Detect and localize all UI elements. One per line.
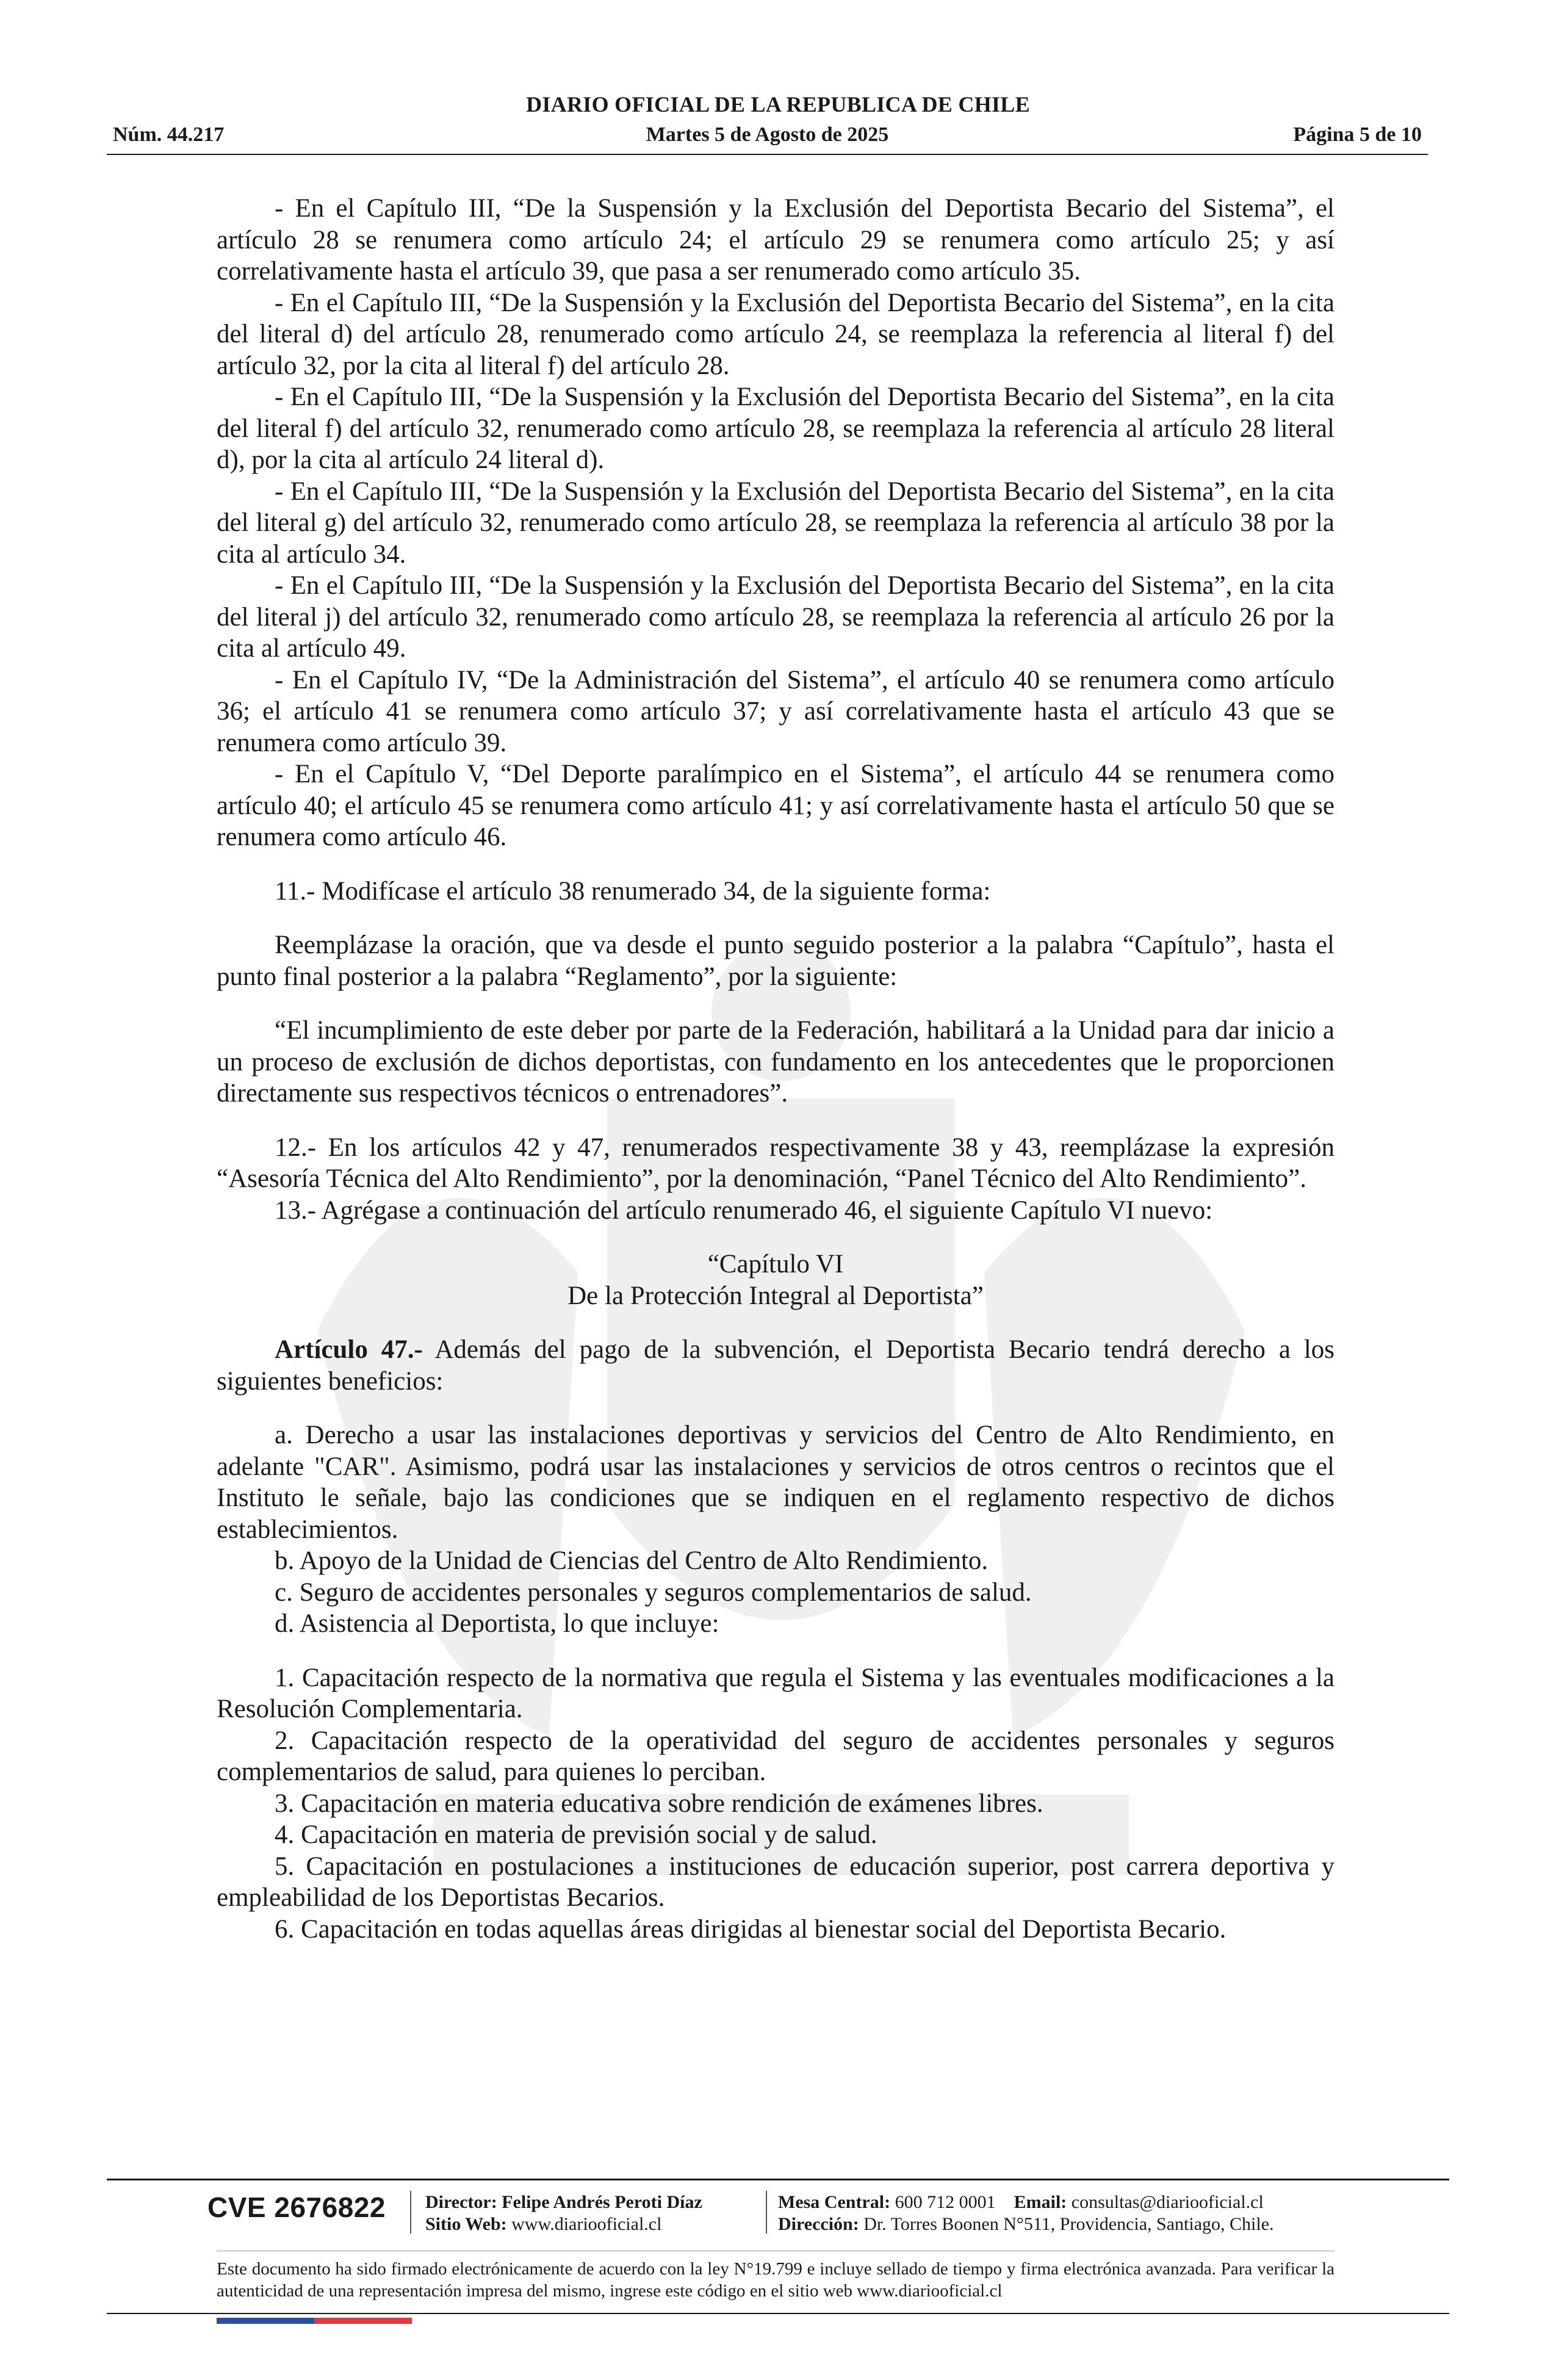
address-label: Dirección: <box>778 2214 859 2234</box>
benefit-item-b: b. Apoyo de la Unidad de Ciencias del Centro de Alto Rendimiento. <box>275 1546 989 1575</box>
paragraph-ch3-literal-d: - En el Capítulo III, “De la Suspensión y la Exclusión del Deportista Becario del Sistema”, en la cita del literal d) del artículo 28, renumerado como artículo 24, se reemplaza la referencia al literal f) del artículo 32, por la cita al literal f) del artículo 28. <box>217 288 1334 380</box>
address-line <box>778 2213 1274 2235</box>
article-47-label: Artículo 47.- <box>275 1335 423 1364</box>
chapter-subtitle: De la Protección Integral al Deportista” <box>567 1281 984 1310</box>
paragraph-ch3-literal-f: - En el Capítulo III, “De la Suspensión y la Exclusión del Deportista Becario del Sistema”, en la cita del literal f) del artículo 32, renumerado como artículo 28, se reemplaza la referencia al artículo 28 literal d), por la cita al artículo 24 literal d). <box>217 383 1334 474</box>
paragraph-renumbering-ch4: - En el Capítulo IV, “De la Administración del Sistema”, el artículo 40 se renumera como artículo 36; el artículo 41 se renumera como artículo 37; y así correlativamente hasta el artículo 43 que se renumera como artículo 39. <box>217 665 1334 757</box>
email-link[interactable]: consultas@diariooficial.cl <box>1067 2192 1264 2212</box>
issue-number: Núm. 44.217 <box>113 123 225 146</box>
benefit-item-d: d. Asistencia al Deportista, lo que incluye: <box>275 1609 719 1638</box>
assistance-item-1: 1. Capacitación respecto de la normativa que regula el Sistema y las eventuales modificaciones a la Resolución Complementaria. <box>217 1663 1334 1723</box>
header-row <box>107 120 1428 150</box>
assistance-item-2: 2. Capacitación respecto de la operatividad del seguro de accidentes personales y seguros complementarios de salud, para quienes lo perciban. <box>217 1726 1334 1786</box>
chapter-title: “Capítulo VI <box>707 1250 844 1278</box>
paragraph-renumbering-ch3: - En el Capítulo III, “De la Suspensión y la Exclusión del Deportista Becario del Sistema”, el artículo 28 se renumera como artículo 24; el artículo 29 se renumera como artículo 25; y así correlativamente hasta el artículo 39, que pasa a ser renumerado como artículo 35. <box>217 194 1334 286</box>
flag-stripe-blue <box>217 2318 314 2324</box>
director-label: Director: <box>425 2192 497 2212</box>
paragraph-ch3-literal-j: - En el Capítulo III, “De la Suspensión y la Exclusión del Deportista Becario del Sistema”, en la cita del literal j) del artículo 32, renumerado como artículo 28, se reemplaza la referencia al artículo 26 por la cita al artículo 49. <box>217 571 1334 663</box>
email-label: Email: <box>1014 2192 1067 2212</box>
footer-director-block <box>425 2191 702 2235</box>
website-link[interactable]: www.diariooficial.cl <box>506 2214 662 2234</box>
paragraph-item-11: 11.- Modifícase el artículo 38 renumerado 34, de la siguiente forma: <box>275 876 991 906</box>
paragraph-quoted-text: “El incumplimiento de este deber por parte de la Federación, habilitará a la Unidad para dar inicio a un proceso de exclusión de dichos deportistas, con fundamento en los antecedentes que le proporcionen directamente sus respectivos técnicos o entrenadores”. <box>217 1016 1334 1108</box>
mesa-label: Mesa Central: <box>778 2192 891 2212</box>
website-line <box>425 2213 702 2235</box>
director-line <box>425 2191 702 2213</box>
issue-date: Martes 5 de Agosto de 2025 <box>646 123 889 146</box>
benefit-item-a: a. Derecho a usar las instalaciones deportivas y servicios del Centro de Alto Rendimiento, en adelante "CAR". Asimismo, podrá usar las instalaciones y servicios de otros centros o recintos que el Instituto le señale, bajo las condiciones que se indiquen en el reglamento respectivo de dichos establecimientos. <box>217 1421 1334 1544</box>
electronic-signature-note: Este documento ha sido firmado electrónicamente de acuerdo con la ley N°19.799 e incluye sellado de tiempo y firma electrónica avanzada. Para verificar la autenticidad de una representación impresa del mismo, ingrese este código en el sitio web www.diariooficial.cl <box>217 2259 1334 2301</box>
flag-stripe-red <box>314 2318 412 2324</box>
paragraph-replacement-instruction: Reemplázase la oración, que va desde el punto seguido posterior a la palabra “Capítulo”, hasta el punto final posterior a la palabra “Reglamento”, por la siguiente: <box>217 931 1334 991</box>
footer-divider-top <box>107 2179 1449 2180</box>
director-name: Felipe Andrés Peroti Díaz <box>497 2192 702 2212</box>
footer-separator <box>766 2191 767 2234</box>
paragraph-renumbering-ch5: - En el Capítulo V, “Del Deporte paralímpico en el Sistema”, el artículo 44 se renumera como artículo 40; el artículo 45 se renumera como artículo 41; y así correlativamente hasta el artículo 50 que se renumera como artículo 46. <box>217 760 1334 851</box>
assistance-item-4: 4. Capacitación en materia de previsión social y de salud. <box>275 1820 877 1849</box>
footer-divider-bottom <box>107 2313 1449 2314</box>
paragraph-ch3-literal-g: - En el Capítulo III, “De la Suspensión y la Exclusión del Deportista Becario del Sistema”, en la cita del literal g) del artículo 32, renumerado como artículo 28, se reemplaza la referencia al artículo 38 por la cita al artículo 34. <box>217 477 1334 569</box>
article-47-text: Además del pago de la subvención, el Deportista Becario tendrá derecho a los siguientes beneficios: <box>217 1335 1334 1396</box>
paragraph-item-12: 12.- En los artículos 42 y 47, renumerados respectivamente 38 y 43, reemplázase la expresión “Asesoría Técnica del Alto Rendimiento”, por la denominación, “Panel Técnico del Alto Rendimiento”. <box>217 1133 1334 1193</box>
paragraph-item-13: 13.- Agrégase a continuación del artículo renumerado 46, el siguiente Capítulo VI nuevo: <box>275 1195 1213 1225</box>
mesa-phone: 600 712 0001 <box>890 2192 996 2212</box>
header-divider <box>107 154 1428 155</box>
assistance-item-6: 6. Capacitación en todas aquellas áreas dirigidas al bienestar social del Deportista Becario. <box>275 1914 1226 1944</box>
assistance-item-3: 3. Capacitación en materia educativa sobre rendición de exámenes libres. <box>275 1789 1043 1818</box>
cve-code: CVE 2676822 <box>207 2191 386 2223</box>
address-value: Dr. Torres Boonen N°511, Providencia, Santiago, Chile. <box>859 2214 1274 2234</box>
contact-line <box>778 2191 1274 2213</box>
website-label: Sitio Web: <box>425 2214 507 2234</box>
newspaper-title: DIARIO OFICIAL DE LA REPUBLICA DE CHILE <box>526 92 1030 117</box>
footer-separator <box>410 2191 411 2234</box>
assistance-item-5: 5. Capacitación en postulaciones a instituciones de educación superior, post carrera deportiva y empleabilidad de los Deportistas Becarios. <box>217 1852 1334 1912</box>
benefit-item-c: c. Seguro de accidentes personales y seguros complementarios de salud. <box>275 1578 1032 1607</box>
page-indicator: Página 5 de 10 <box>1293 123 1422 146</box>
article-47 <box>217 1334 1334 1397</box>
footer-contact-block <box>778 2191 1274 2235</box>
document-body <box>217 193 1334 1945</box>
